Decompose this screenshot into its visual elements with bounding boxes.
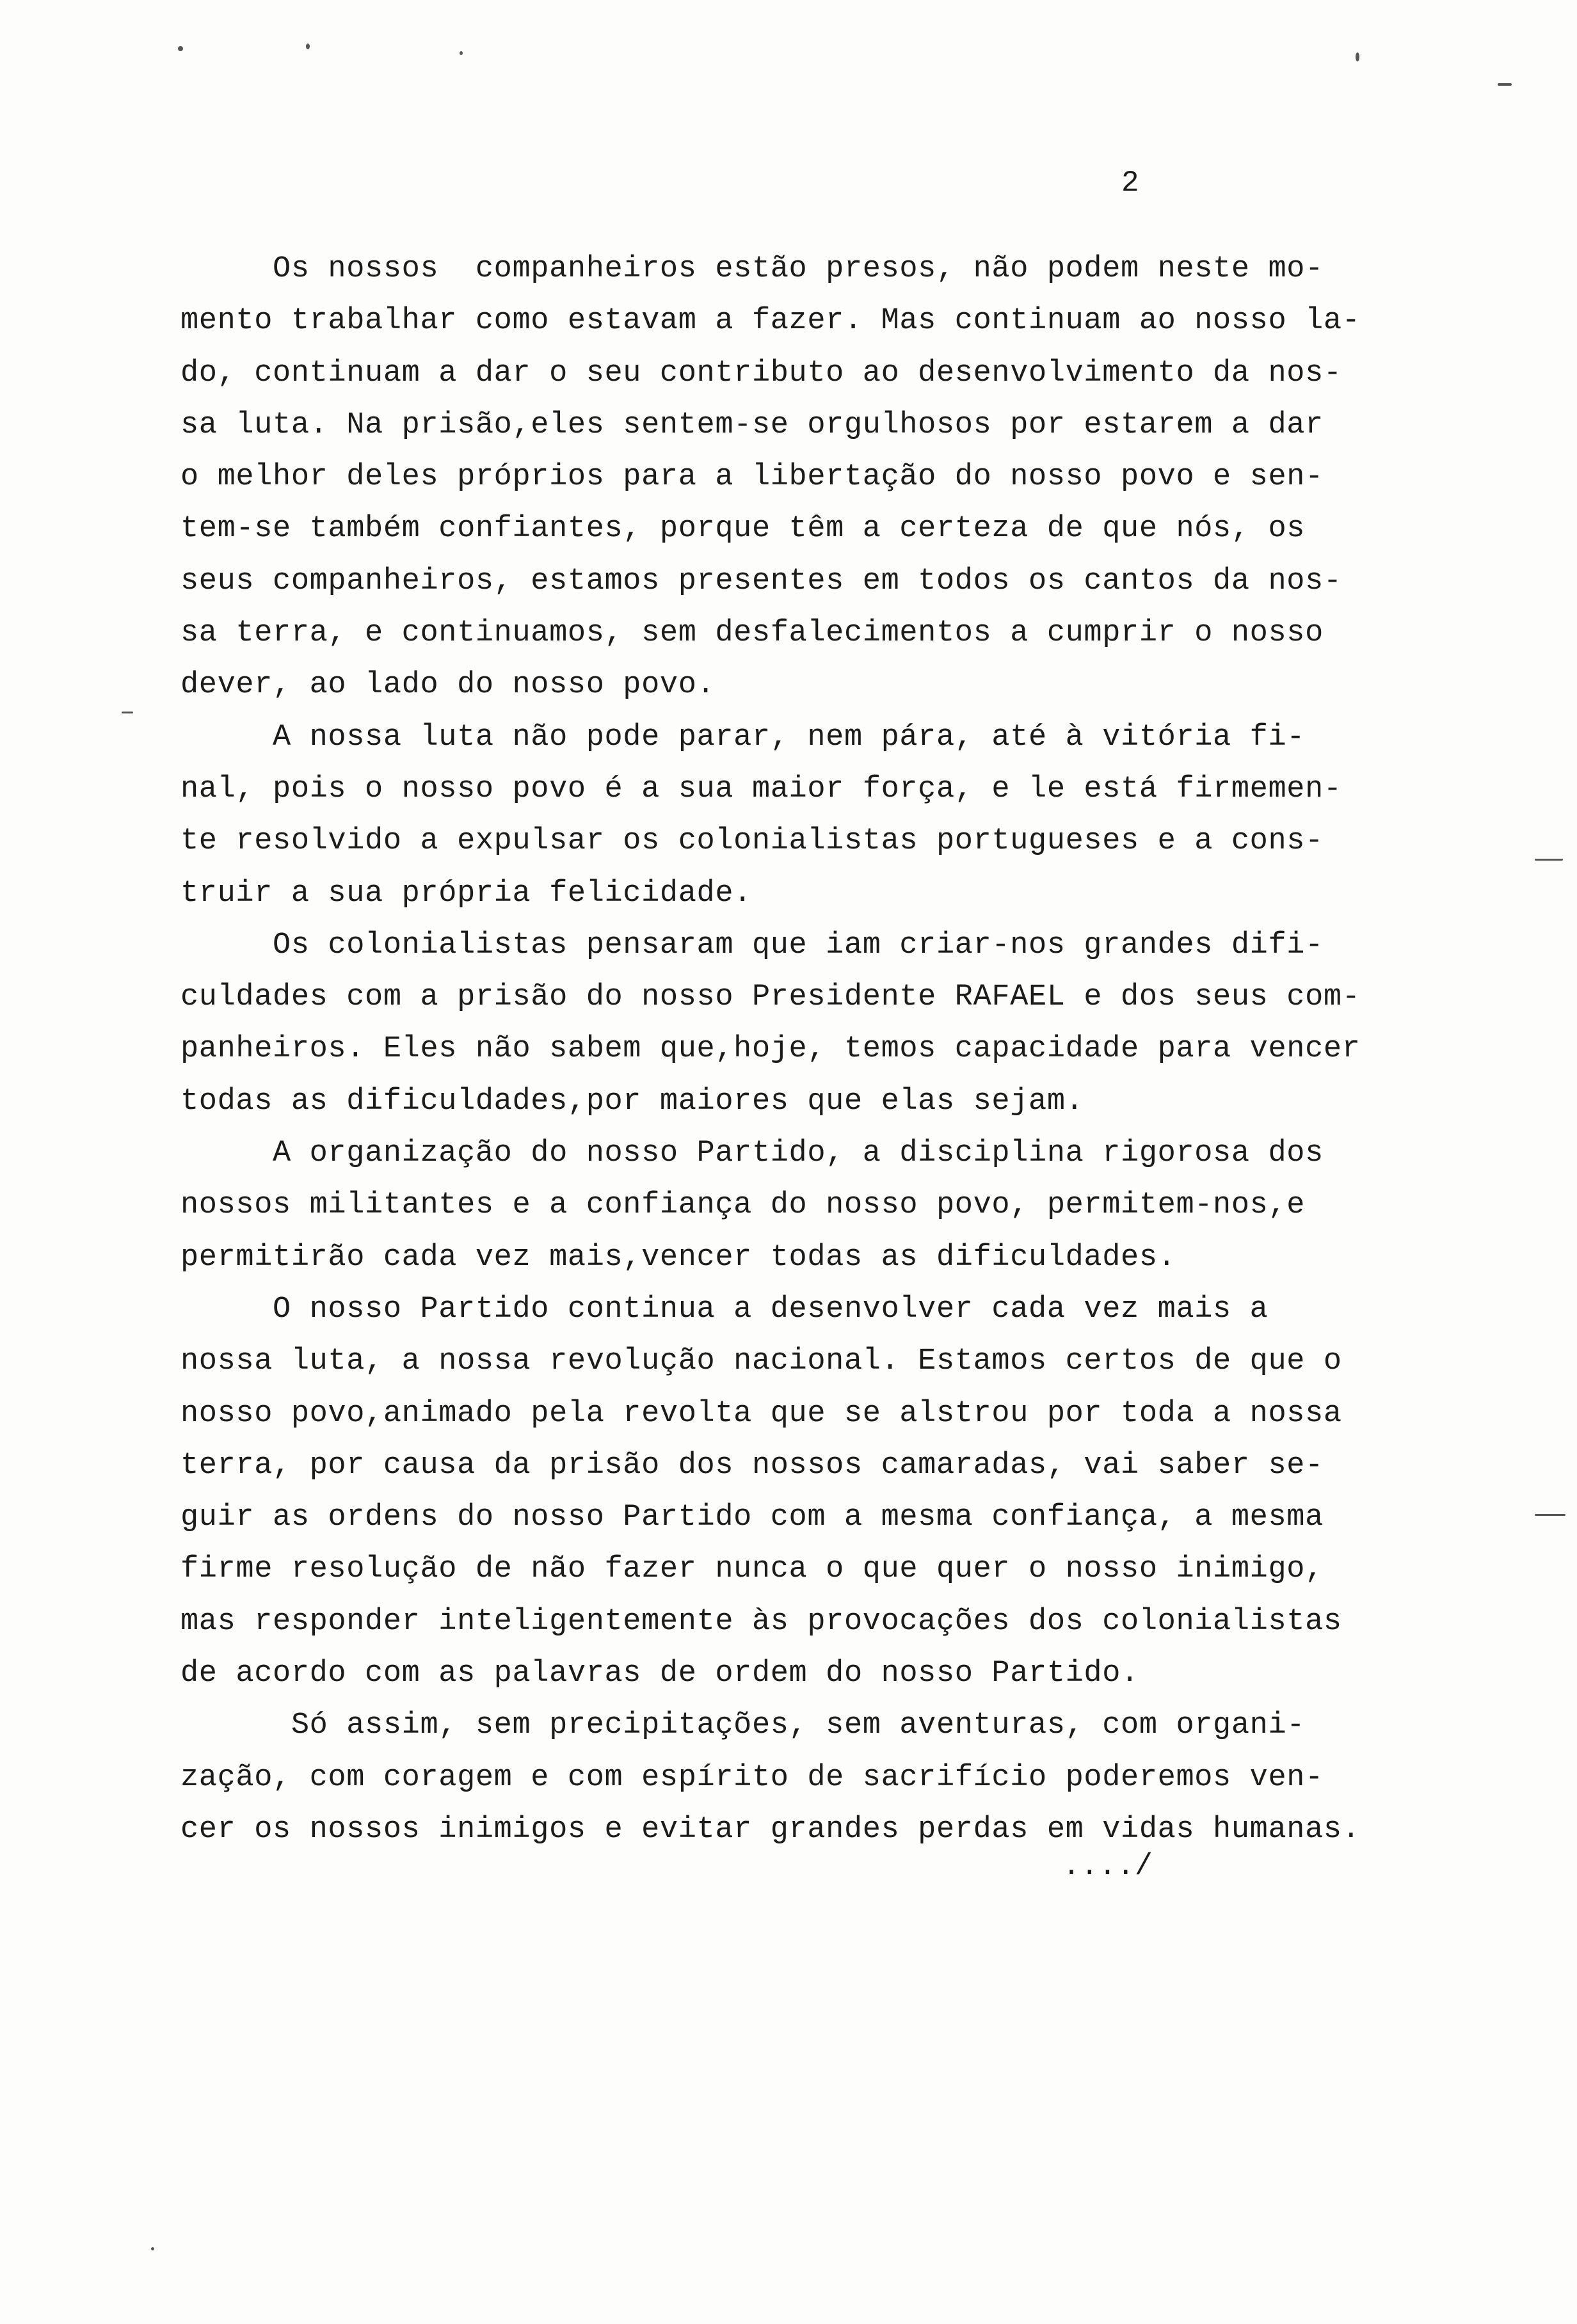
scan-speck <box>151 2247 154 2250</box>
text-line: guir as ordens do nosso Partido com a mesma confiança, a mesma <box>180 1500 1324 1535</box>
text-line: mas responder inteligentemente às provocações dos colonialistas <box>180 1604 1342 1639</box>
text-line: panheiros. Eles não sabem que,hoje, temos capacidade para vencer <box>180 1032 1361 1067</box>
text-line: o melhor deles próprios para a libertação do nosso povo e sen- <box>180 460 1324 495</box>
text-line: A organização do nosso Partido, a disciplina rigorosa dos <box>180 1136 1324 1171</box>
scan-speck <box>1498 83 1512 86</box>
text-line: Só assim, sem precipitações, sem aventuras, com organi- <box>180 1708 1306 1743</box>
text-line: seus companheiros, estamos presentes em todos os cantos da nos- <box>180 564 1342 598</box>
page-number: 2 <box>1121 166 1139 200</box>
continuation-mark: ..../ <box>1062 1850 1153 1884</box>
text-line: sa luta. Na prisão,eles sentem-se orgulhosos por estarem a dar <box>180 408 1324 442</box>
text-line: nal, pois o nosso povo é a sua maior força, e le está firmemen- <box>180 772 1342 806</box>
text-line: nossos militantes e a confiança do nosso povo, permitem-nos,e <box>180 1188 1306 1223</box>
text-line: de acordo com as palavras de ordem do nosso Partido. <box>180 1657 1139 1691</box>
text-line: terra, por causa da prisão dos nossos camaradas, vai saber se- <box>180 1448 1324 1483</box>
text-line: tem-se também confiantes, porque têm a certeza de que nós, os <box>180 512 1306 546</box>
text-line: todas as dificuldades,por maiores que elas sejam. <box>180 1084 1084 1118</box>
scan-speck <box>1356 52 1359 61</box>
text-line: O nosso Partido continua a desenvolver cada vez mais a <box>180 1292 1269 1326</box>
text-line: sa terra, e continuamos, sem desfalecimentos a cumprir o nosso <box>180 616 1324 651</box>
text-line: do, continuam a dar o seu contributo ao desenvolvimento da nos- <box>180 356 1342 390</box>
scan-speck <box>122 712 133 713</box>
scan-speck <box>1535 1514 1565 1516</box>
text-line: permitirão cada vez mais,vencer todas as dificuldades. <box>180 1240 1176 1275</box>
text-line: culdades com a prisão do nosso Presidente RAFAEL e dos seus com- <box>180 980 1361 1015</box>
text-line: nosso povo,animado pela revolta que se alstrou por toda a nossa <box>180 1396 1342 1431</box>
text-line: A nossa luta não pode parar, nem pára, até à vitória fi- <box>180 720 1306 754</box>
text-line: nossa luta, a nossa revolução nacional. Estamos certos de que o <box>180 1344 1342 1379</box>
text-line: Os nossos companheiros estão presos, não podem neste mo- <box>180 252 1324 286</box>
text-line: truir a sua própria felicidade. <box>180 876 752 911</box>
scan-speck <box>1535 859 1563 861</box>
text-line: te resolvido a expulsar os colonialistas portugueses e a cons- <box>180 824 1324 859</box>
text-line: firme resolução de não fazer nunca o que quer o nosso inimigo, <box>180 1552 1324 1587</box>
text-line: Os colonialistas pensaram que iam criar-nos grandes difi- <box>180 928 1324 962</box>
scan-speck <box>460 51 463 55</box>
scan-speck <box>306 44 310 49</box>
text-line: zação, com coragem e com espírito de sacrifício poderemos ven- <box>180 1760 1324 1795</box>
text-line: mento trabalhar como estavam a fazer. Mas continuam ao nosso la- <box>180 304 1361 338</box>
text-line: dever, ao lado do nosso povo. <box>180 668 716 703</box>
scan-speck <box>178 46 183 51</box>
text-line: cer os nossos inimigos e evitar grandes perdas em vidas humanas. <box>180 1812 1361 1847</box>
body-text <box>180 243 1409 1856</box>
